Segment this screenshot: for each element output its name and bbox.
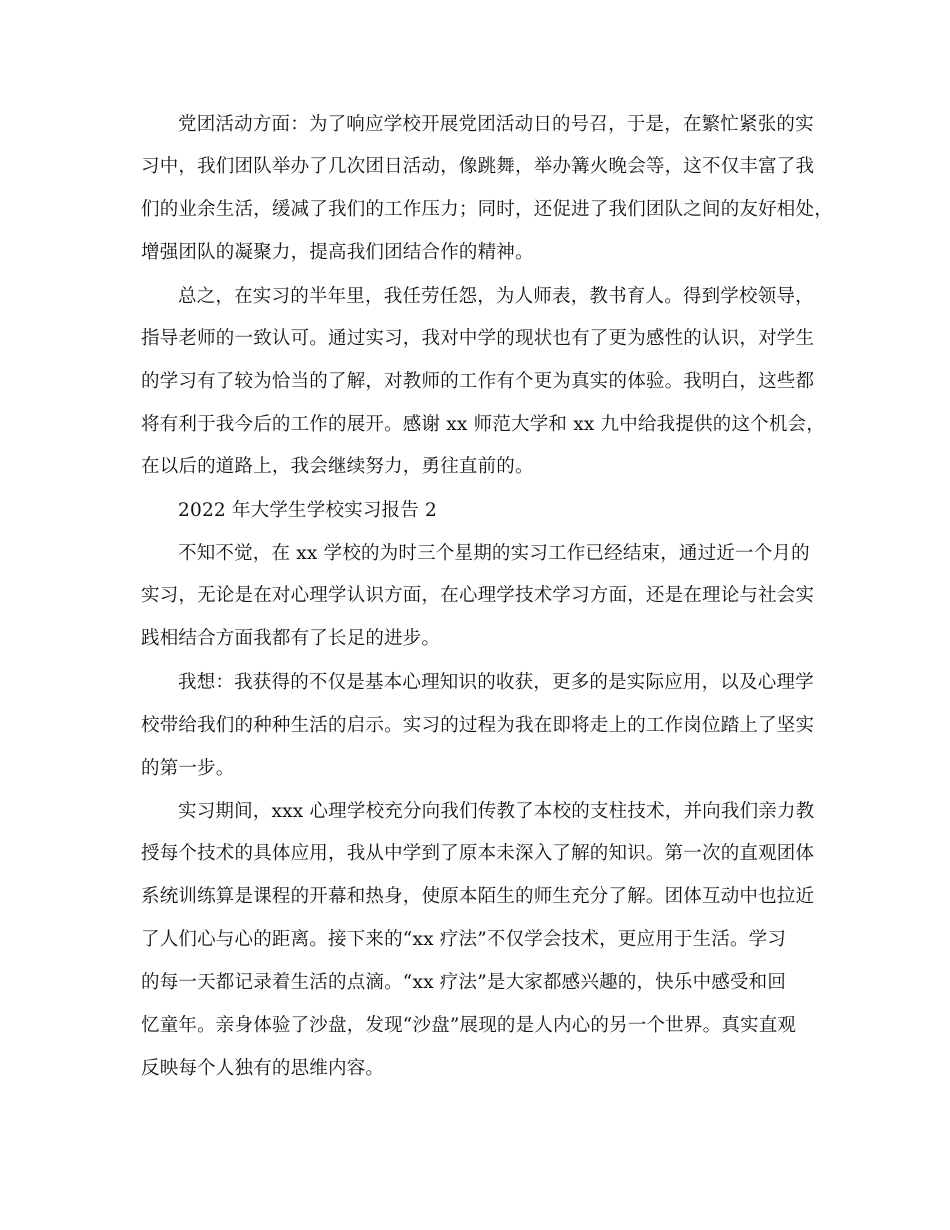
body-text-line: 系统训练算是课程的开幕和热身，使原本陌生的师生充分了解。团体互动中也拉近 (141, 886, 815, 907)
body-text-line: 党团活动方面：为了响应学校开展党团活动日的号召，于是，在繁忙紧张的实 (178, 114, 814, 135)
body-text-line: 校带给我们的种种生活的启示。实习的过程为我在即将走上的工作岗位踏上了坚实 (141, 715, 815, 736)
section-heading: 2022 年大学生学校实习报告 2 (178, 500, 438, 521)
body-text-line: 实习，无论是在对心理学认识方面，在心理学技术学习方面，还是在理论与社会实 (141, 585, 815, 606)
body-text-line: 们的业余生活，缓减了我们的工作压力；同时，还促进了我们团队之间的友好相处， (141, 199, 833, 220)
body-text-line: 增强团队的凝聚力，提高我们团结合作的精神。 (141, 242, 534, 263)
body-text-line: 指导老师的一致认可。通过实习，我对中学的现状也有了更为感性的认识，对学生 (141, 328, 815, 349)
body-text-line: 实习期间，xxx 心理学校充分向我们传教了本校的支柱技术，并向我们亲力教 (178, 801, 815, 822)
body-text-line: 反映每个人独有的思维内容。 (141, 1058, 385, 1079)
body-text-line: 了人们心与心的距离。接下来的“xx 疗法”不仅学会技术，更应用于生活。学习 (141, 929, 787, 950)
body-text-line: 的学习有了较为恰当的了解，对教师的工作有个更为真实的体验。我明白，这些都 (141, 371, 815, 392)
body-text-line: 总之，在实习的半年里，我任劳任怨，为人师表，教书育人。得到学校领导， (178, 286, 814, 307)
body-text-line: 的第一步。 (141, 758, 235, 779)
body-text-line: 习中，我们团队举办了几次团日活动，像跳舞，举办篝火晚会等，这不仅丰富了我 (141, 156, 815, 177)
body-text-line: 的每一天都记录着生活的点滴。“xx 疗法”是大家都感兴趣的，快乐中感受和回 (141, 972, 787, 993)
body-text-line: 不知不觉，在 xx 学校的为时三个星期的实习工作已经结束，通过近一个月的 (178, 543, 810, 564)
body-text-line: 忆童年。亲身体验了沙盘，发现“沙盘”展现的是人内心的另一个世界。真实直观 (141, 1015, 797, 1036)
body-text-line: 践相结合方面我都有了长足的进步。 (141, 628, 441, 649)
body-text-line: 我想：我获得的不仅是基本心理知识的收获，更多的是实际应用，以及心理学 (178, 672, 814, 693)
body-text-line: 授每个技术的具体应用，我从中学到了原本未深入了解的知识。第一次的直观团体 (141, 843, 815, 864)
body-text-line: 将有利于我今后的工作的展开。感谢 xx 师范大学和 xx 九中给我提供的这个机会， (141, 414, 825, 435)
body-text-line: 在以后的道路上，我会继续努力，勇往直前的。 (141, 456, 534, 477)
